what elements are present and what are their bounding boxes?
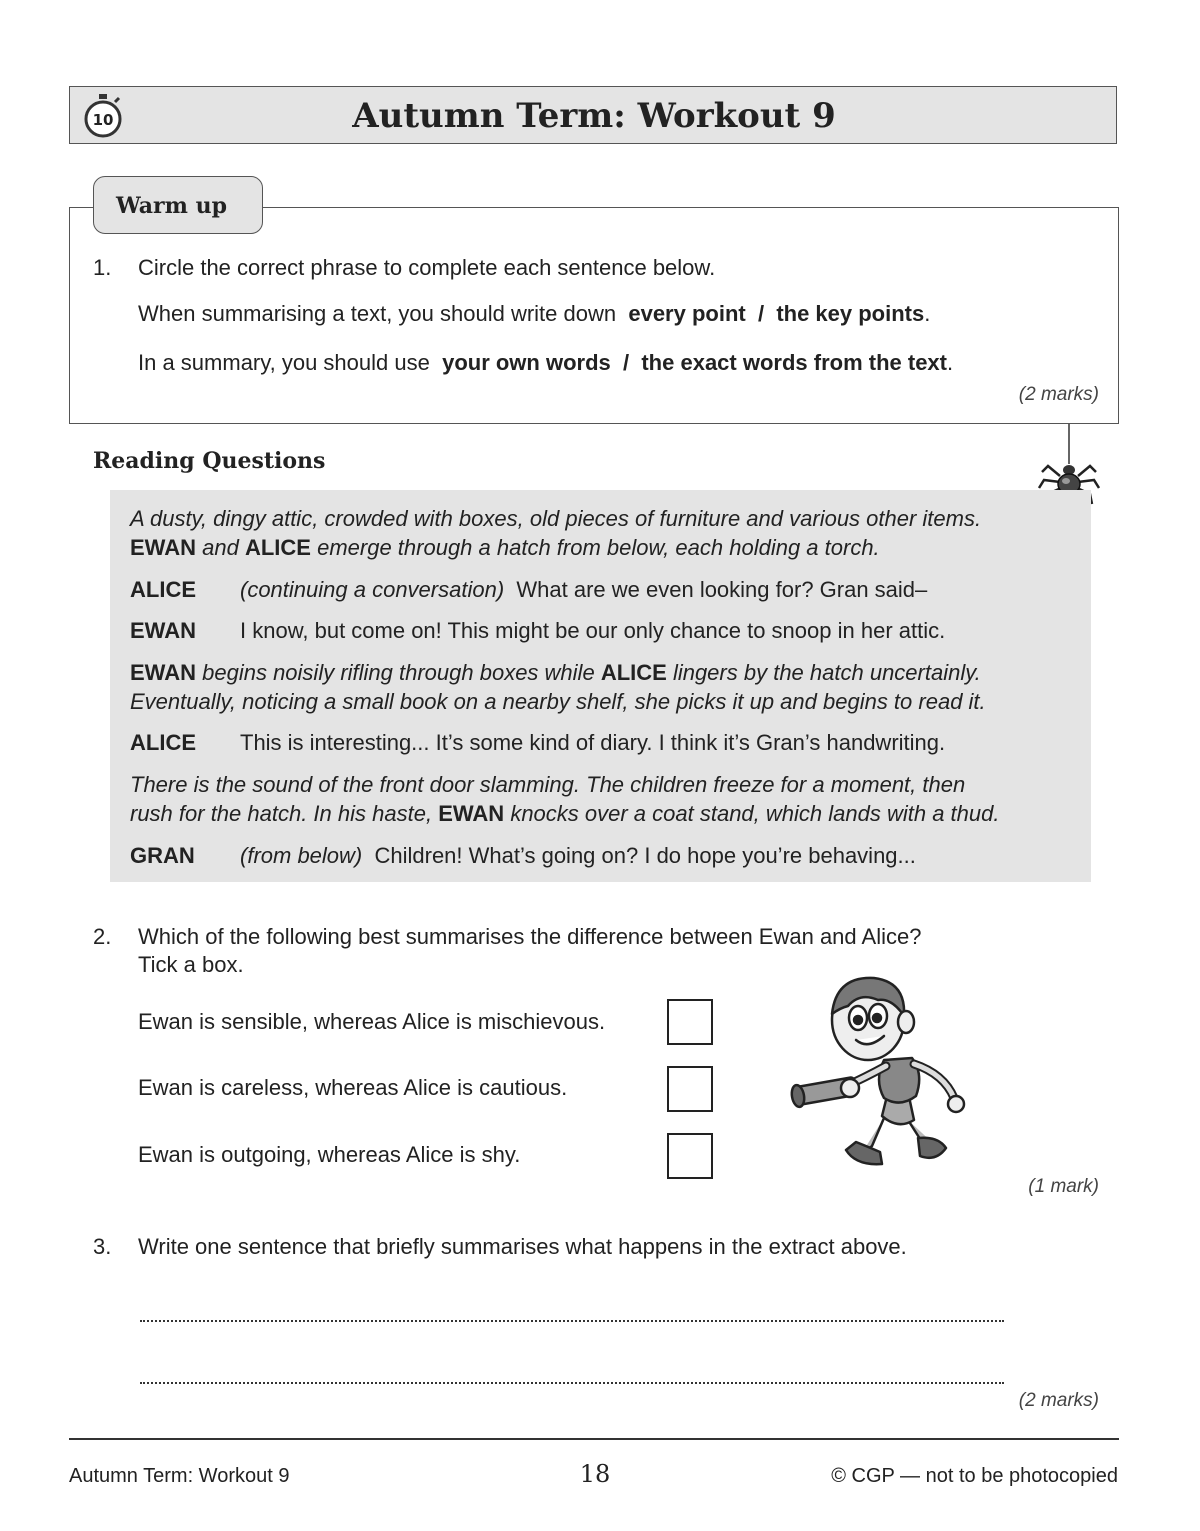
direction-text: and: [202, 535, 239, 560]
q1-sentence-2: [138, 349, 953, 377]
speaker-ewan: EWAN: [130, 618, 196, 643]
stage-direction-3a: There is the sound of the front door slamming. The children freeze for a moment, then: [130, 772, 966, 797]
character-name: EWAN: [130, 535, 196, 560]
q2-number: 2.: [93, 924, 112, 949]
stopwatch-icon: [81, 93, 125, 139]
q2-option-1: Ewan is sensible, whereas Alice is mischievous.: [138, 1009, 606, 1034]
speaker-gran: GRAN: [130, 843, 195, 868]
direction-text: rush for the hatch. In his haste,: [130, 801, 433, 826]
footer-title: Autumn Term: Workout 9: [69, 1465, 290, 1487]
q1-marks: (2 marks): [1018, 384, 1099, 405]
character-name: EWAN: [130, 660, 196, 685]
direction-text: begins noisily rifling through boxes while: [202, 660, 595, 685]
footer-copyright: © CGP — not to be photocopied: [831, 1465, 1118, 1487]
speaker-alice: ALICE: [130, 577, 196, 602]
page-number: 18: [579, 1460, 611, 1488]
stage-direction-2b: Eventually, noticing a small book on a nearby shelf, she picks it up and begins to read it.: [130, 689, 986, 714]
direction-text: emerge through a hatch from below, each holding a torch.: [317, 535, 880, 560]
answer-line-2[interactable]: [140, 1378, 1004, 1384]
speaker-alice: ALICE: [130, 730, 196, 755]
character-name: ALICE: [244, 535, 311, 560]
direction-text: (from below): [240, 843, 363, 868]
option-every-point[interactable]: every point: [628, 301, 746, 326]
warmup-tab: Warm up: [93, 176, 263, 234]
q3-marks: (2 marks): [1018, 1390, 1099, 1411]
q2-marks: (1 mark): [1028, 1176, 1099, 1197]
q1-sentence-1: [138, 300, 930, 328]
stage-direction-1b: [130, 534, 880, 562]
character-name: EWAN: [438, 801, 505, 826]
q3-number: 3.: [93, 1234, 112, 1259]
q2-instruction: Tick a box.: [138, 952, 244, 977]
dialogue-line-4: [240, 842, 916, 870]
q2-text: Which of the following best summarises the difference between Ewan and Alice?: [138, 924, 922, 949]
sentence-1-prefix: When summarising a text, you should write down: [138, 301, 617, 326]
q1-text: Circle the correct phrase to complete each sentence below.: [138, 255, 716, 280]
dialogue-line-3: This is interesting... It’s some kind of diary. I think it’s Gran’s handwriting.: [240, 730, 946, 755]
direction-text: knocks over a coat stand, which lands with a thud.: [510, 801, 1000, 826]
sentence-1-end: .: [924, 301, 931, 326]
q2-option-3: Ewan is outgoing, whereas Alice is shy.: [138, 1142, 521, 1167]
stage-direction-2a: [130, 659, 981, 687]
tick-box-1[interactable]: [667, 999, 713, 1045]
option-separator: /: [757, 301, 765, 326]
q2-option-2: Ewan is careless, whereas Alice is cautious.: [138, 1075, 568, 1100]
stage-direction-3b: [130, 800, 999, 828]
boy-with-torch-illustration: [786, 970, 976, 1195]
page-header: [69, 86, 1117, 144]
q1-number: 1.: [93, 255, 112, 280]
footer-divider: [69, 1438, 1119, 1440]
character-name: ALICE: [600, 660, 667, 685]
tick-box-2[interactable]: [667, 1066, 713, 1112]
stage-direction-1a: A dusty, dingy attic, crowded with boxes, old pieces of furniture and various other items.: [130, 506, 982, 531]
answer-line-1[interactable]: [140, 1316, 1004, 1322]
dialogue-text: What are we even looking for? Gran said–: [516, 577, 928, 602]
direction-text: (continuing a conversation): [240, 577, 505, 602]
direction-text: lingers by the hatch uncertainly.: [672, 660, 981, 685]
option-your-own-words[interactable]: your own words: [442, 350, 611, 375]
reading-heading: Reading Questions: [93, 448, 326, 474]
option-separator: /: [623, 350, 630, 375]
page-title: Autumn Term: Workout 9: [352, 96, 836, 136]
sentence-2-prefix: In a summary, you should use: [138, 350, 430, 375]
tick-box-3[interactable]: [667, 1133, 713, 1179]
dialogue-line-1: [240, 576, 927, 604]
dialogue-line-2: I know, but come on! This might be our only chance to snoop in her attic.: [240, 618, 946, 643]
option-the-key-points[interactable]: the key points: [776, 301, 925, 326]
dialogue-text: Children! What’s going on? I do hope you’re behaving...: [374, 843, 916, 868]
q3-text: Write one sentence that briefly summarises what happens in the extract above.: [138, 1234, 907, 1259]
option-exact-words[interactable]: the exact words from the text: [641, 350, 947, 375]
sentence-2-end: .: [947, 350, 954, 375]
timer-label: 10: [92, 111, 114, 129]
